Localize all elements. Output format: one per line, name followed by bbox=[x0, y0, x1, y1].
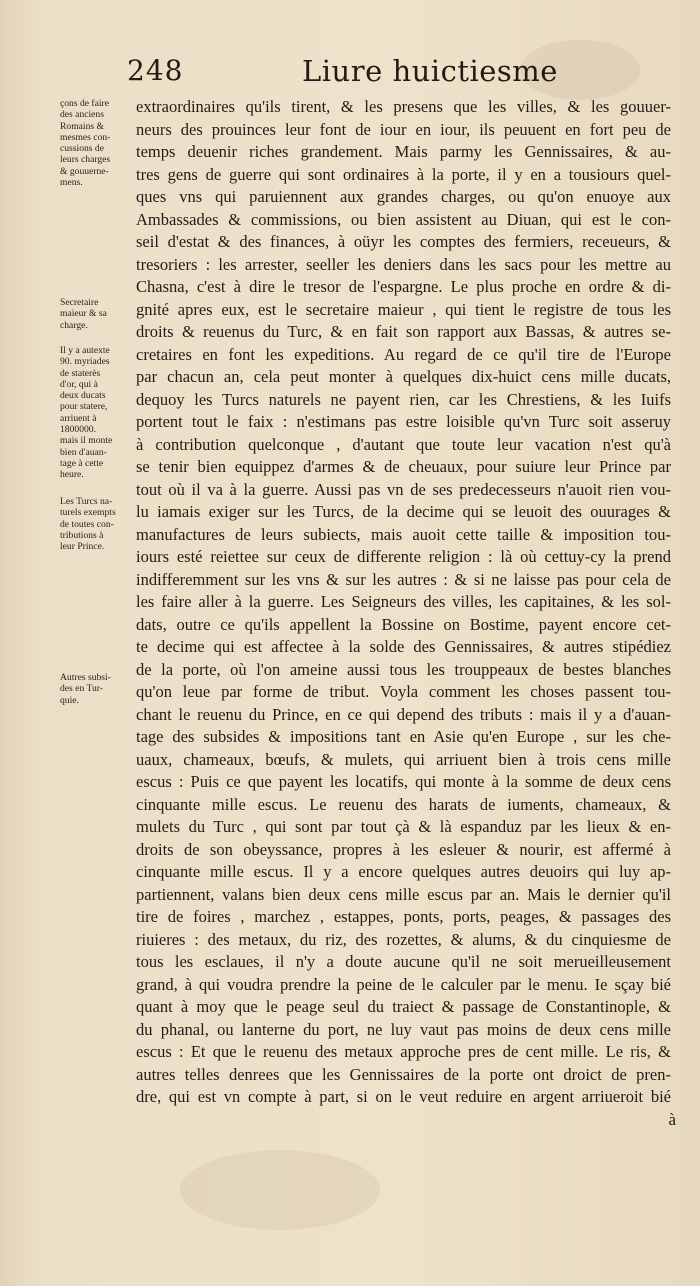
sidenote-line: 90. myriades bbox=[60, 356, 110, 368]
text-line: quant à moy que le peage seul du traiect & passage de Constantinople, & bbox=[136, 997, 671, 1016]
sidenote bbox=[60, 297, 132, 331]
sidenote-line: Secretaire bbox=[60, 297, 99, 308]
text-line: iours esté reiettee sur ceux de differente religion : là où cettuy-cy la prend bbox=[136, 547, 671, 566]
sidenote-line: de staterès bbox=[60, 367, 101, 379]
sidenote-line: Il y a autexte bbox=[60, 345, 110, 356]
sidenote-line: mens. bbox=[60, 177, 83, 189]
text-line: extraordinaires qu'ils tirent, & les presens que les villes, & les gouuer- bbox=[136, 97, 671, 116]
text-line: escus : Puis ce que payent les locatifs, qui monte à la somme de deux cens bbox=[136, 772, 671, 791]
sidenote bbox=[60, 496, 132, 552]
text-line: portent tout le faix : n'estimans pas estre loisible qu'vn Turc soit asseruy bbox=[136, 412, 671, 431]
sidenote-line: Autres subsi- bbox=[60, 672, 111, 683]
sidenote-line: Les Turcs na- bbox=[60, 496, 113, 507]
sidenote-line: tage à cette bbox=[60, 457, 104, 469]
text-line: escus : Et que le reuenu des metaux approche pres de cent mille. Le ris, & bbox=[136, 1042, 671, 1061]
sidenote-line: turels exempts bbox=[60, 507, 116, 519]
sidenote bbox=[60, 98, 132, 188]
sidenote-line: tributions à bbox=[60, 529, 104, 541]
sidenote-line: quie. bbox=[60, 694, 79, 706]
text-line: lu iamais exiger sur les Turcs, de la decime qui se leuoit des ouurages & bbox=[136, 502, 671, 521]
sidenote-line: bien d'auan- bbox=[60, 446, 107, 458]
sidenote-line: d'or, qui à bbox=[60, 378, 98, 390]
sidenote-line: maieur & sa bbox=[60, 308, 107, 320]
text-line: tage des subsides & impositions tant en Asie qu'en Europe , sur les che- bbox=[136, 727, 671, 746]
text-line: Ambassades & commissions, ou bien assistent au Diuan, qui est le con- bbox=[136, 209, 671, 229]
catchword: à bbox=[668, 1110, 676, 1129]
text-line: dequoy les Turcs naturels ne payent rien, car les Chrestiens, & les Iuifs bbox=[136, 389, 671, 409]
text-line: tire de foires , marchez , estappes, ponts, ports, peages, & passages des bbox=[136, 907, 671, 926]
text-line: chant le reuenu du Prince, en ce qui depend des tributs : mais il y a d'auan- bbox=[136, 704, 671, 724]
text-line: uaux, chameaux, bœufs, & mulets, qui arriuent bien à trois cens mille bbox=[136, 749, 671, 769]
page-number: 248 bbox=[127, 54, 184, 87]
sidenote-line: mesmes con- bbox=[60, 131, 111, 143]
text-line: tous les esclaues, il n'y a doute aucune qu'il ne soit merueilleusement bbox=[136, 952, 671, 971]
text-line: partiennent, valans bien deux cens mille escus par an. Mais le dernier qu'il bbox=[136, 884, 671, 904]
text-line: mulets du Turc , qui sont par tout çà & là espanduz par les lieux & en- bbox=[136, 817, 671, 836]
text-line: autres telles denrees que les Gennissaires de la porte ont droict de pren- bbox=[136, 1064, 671, 1084]
text-line: tresoriers : les arrester, seeller les deniers dans les sacs pour les mettre au bbox=[136, 254, 671, 274]
text-line: cinquante mille escus. Il y a encore quelques autres deuoirs qui luy ap- bbox=[136, 862, 671, 881]
text-line: grand, à qui voudra prendre la peine de le calculer par le menu. Ie sçay bié bbox=[136, 974, 671, 994]
sidenote-line: des en Tur- bbox=[60, 683, 103, 695]
text-line: tres gens de guerre qui sont ordinaires à la porte, il y en a tousiours quel- bbox=[136, 164, 671, 184]
text-line: riuieres : des metaux, du riz, des rozettes, & alums, & du cinquiesme de bbox=[136, 929, 671, 949]
sidenote-line: cussions de bbox=[60, 143, 104, 155]
sidenote-line: de toutes con- bbox=[60, 518, 114, 530]
sidenote-line: leurs charges bbox=[60, 154, 111, 166]
running-title: Liure huictiesme bbox=[302, 54, 558, 88]
sidenote-line: mais il monte bbox=[60, 435, 113, 447]
text-line: les faire aller à la guerre. Les Seigneurs des villes, les capitaines, & les sol- bbox=[136, 592, 671, 611]
sidenote-line: charge. bbox=[60, 319, 88, 331]
sidenote-line: arriuent à bbox=[60, 412, 97, 424]
text-line: droits de son obeyssance, propres à les esleuer & nourir, est affermé à bbox=[136, 839, 671, 859]
sidenote-line: heure. bbox=[60, 469, 84, 481]
text-line: cinquante mille escus. Le reuenu des harats de iuments, chameaux, & bbox=[136, 794, 671, 814]
sidenote-line: leur Prince. bbox=[60, 541, 105, 553]
sidenote-line: des anciens bbox=[60, 109, 104, 121]
text-line: dre, qui est vn compte à part, si on le veut reduire en argent arriueroit bié bbox=[136, 1087, 671, 1106]
sidenote-line: çons de faire bbox=[60, 98, 110, 109]
text-line: se tenir bien equippez d'armes & de cheuaux, pour suiure leur Prince par bbox=[136, 457, 671, 476]
sidenote-line: & gouuerne- bbox=[60, 165, 109, 177]
text-line: qu'on leue par forme de tribut. Voyla comment les choses passent tou- bbox=[136, 682, 671, 701]
text-line: du phanal, ou lanterne du port, ne luy vaut pas moins de deux cens mille bbox=[136, 1019, 671, 1039]
text-line: temps deuenir riches grandement. Mais parmy les Gennissaires, & au- bbox=[136, 142, 671, 161]
sidenote-line: 1800000. bbox=[60, 424, 96, 436]
text-line: indifferemment sur les vns & sur les autres : & si ne laisse pas pour cela de bbox=[136, 569, 671, 589]
text-line: par chacun an, cela peut monter à quelques dix-huict cens mille ducats, bbox=[136, 367, 671, 386]
text-line: Chasna, c'est à dire le tresor de l'espargne. Le plus proche en ordre & di- bbox=[136, 277, 671, 296]
sidenote-line: deux ducats bbox=[60, 390, 106, 402]
text-line: neurs des prouinces leur font de iour en iour, ils peuuent en fort peu de bbox=[136, 119, 671, 139]
text-line: cretaires en font les expeditions. Au regard de ce qu'il tire de l'Europe bbox=[136, 344, 671, 364]
text-line: te decime qui est affectee à la solde des Gennissaires, & autres stipédiez bbox=[136, 637, 671, 656]
sidenote bbox=[60, 672, 132, 706]
sidenote bbox=[60, 345, 132, 481]
text-line: à contribution quelconque , d'autant que toute leur vacation n'est qu'à bbox=[136, 434, 671, 454]
paper-stain bbox=[180, 1150, 380, 1230]
sidenote-line: Romains & bbox=[60, 120, 104, 132]
text-line: gnité apres eux, est le secretaire maieur , qui tient le registre de tous les bbox=[136, 299, 671, 319]
page-header bbox=[0, 52, 700, 92]
body-text bbox=[136, 96, 671, 1109]
text-line: tout où il va à la guerre. Aussi pas vn de ses predecesseurs n'auoit rien vou- bbox=[136, 479, 671, 499]
text-line: ques vns qui paruiennent aux grandes charges, ou qu'on enuoye aux bbox=[136, 187, 671, 206]
text-line: seil d'estat & des finances, à oüyr les comptes des fermiers, receueurs, & bbox=[136, 232, 671, 251]
text-line: manufactures de leurs subiects, mais auoit cette taille & imposition tou- bbox=[136, 524, 671, 544]
text-line: de la porte, où l'on ameine aussi tous les trouppeaux de bestes blanches bbox=[136, 659, 671, 679]
text-line: dats, outre ce qu'ils appellent la Bossine on Bostime, payent encore cet- bbox=[136, 614, 671, 634]
text-line: droits & reuenus du Turc, & en fait son rapport aux Bassas, & autres se- bbox=[136, 322, 671, 341]
sidenote-line: pour statere, bbox=[60, 401, 108, 413]
